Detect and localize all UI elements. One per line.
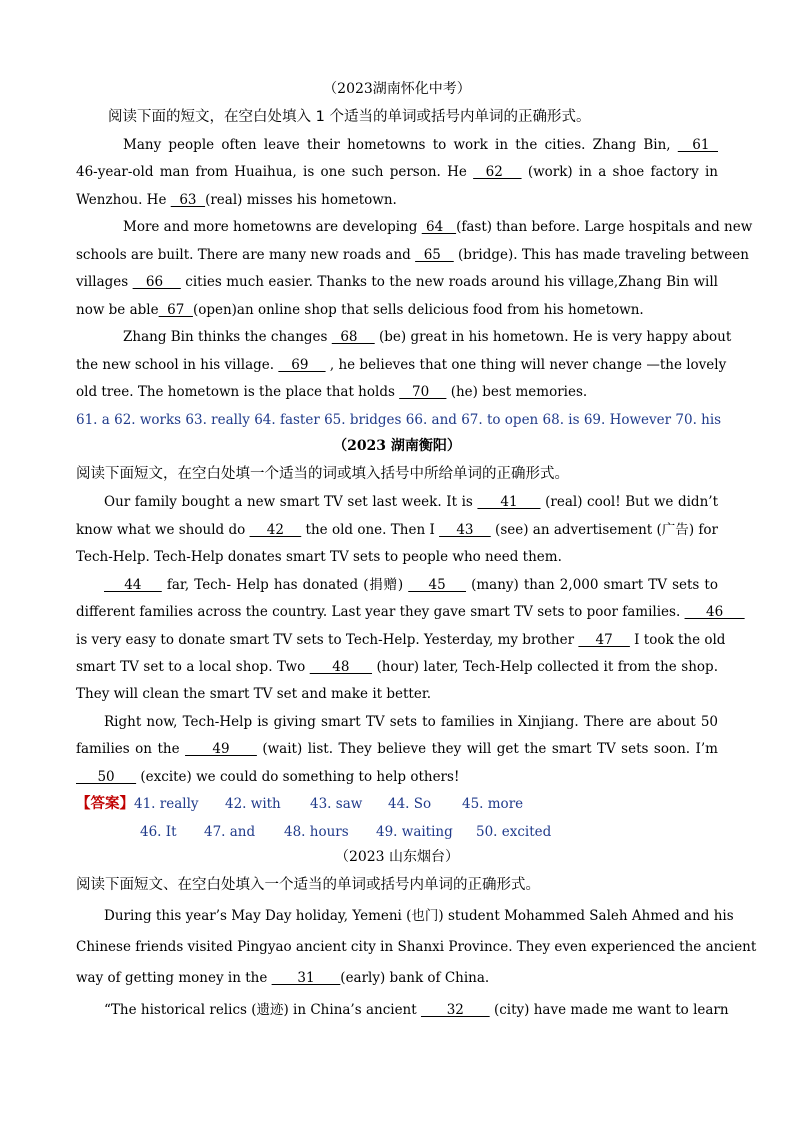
blank-50[interactable]: 50 (76, 769, 137, 785)
answer-key: 61. a 62. works 63. really 64. faster 65. bridges 66. and 67. to open 68. is 69. However 70. his (76, 412, 722, 428)
passage-line: 44 far, Tech- Help has donated (捐赠) 45 (many) than 2,000 smart TV sets to (104, 577, 718, 593)
blank-67[interactable]: 67 (158, 302, 193, 318)
blank-70[interactable]: 70 (399, 384, 447, 400)
passage-line: More and more hometowns are developing 64 (fast) than before. Large hospitals and new (123, 219, 753, 235)
blank-66[interactable]: 66 (132, 274, 181, 290)
section-header: （2023湖南怀化中考） (323, 81, 471, 97)
blank-45[interactable]: 45 (408, 577, 467, 593)
passage-line: During this year’s May Day holiday, Yemeni (也门) student Mohammed Saleh Ahmed and his (104, 908, 734, 924)
blank-68[interactable]: 68 (331, 329, 375, 345)
blank-69[interactable]: 69 (278, 357, 326, 373)
blank-64[interactable]: 64 (421, 219, 457, 235)
passage-line: way of getting money in the 31 (early) bank of China. (76, 970, 490, 986)
passage-line: Right now, Tech-Help is giving smart TV sets to families in Xinjiang. There are about 50 (104, 714, 718, 730)
instruction: 阅读下面的短文，在空白处填入 1 个适当的单词或括号内单词的正确形式。 (108, 109, 591, 125)
passage-line: 50 (excite) we could do something to help others! (76, 769, 460, 785)
blank-61[interactable]: 61 (677, 137, 718, 153)
section-header: （2023 山东烟台） (334, 849, 460, 865)
passage-line: villages 66 cities much easier. Thanks to the new roads around his village,Zhang Bin will (76, 274, 718, 290)
blank-32[interactable]: 32 (420, 1002, 490, 1018)
blank-46[interactable]: 46 (684, 604, 745, 620)
passage-line: 46-year-old man from Huaihua, is one such person. He 62 (work) in a shoe factory in (76, 164, 718, 180)
answer-key: 46. It 47. and 48. hours 49. waiting 50. excited (140, 824, 552, 840)
passage-line: the new school in his village. 69 , he believes that one thing will never change —the lovely (76, 357, 727, 373)
blank-44[interactable]: 44 (104, 577, 162, 593)
passage-line: old tree. The hometown is the place that holds 70 (he) best memories. (76, 384, 588, 400)
answer-key: 【答案】41. really 42. with 43. saw 44. So 45. more (76, 796, 524, 812)
passage-line: “The historical relics (遗迹) in China’s ancient 32 (city) have made me want to learn (104, 1002, 729, 1018)
blank-31[interactable]: 31 (271, 970, 341, 986)
passage-line: Wenzhou. He 63 (real) misses his hometown. (76, 192, 397, 208)
answer-label: 【答案】 (76, 796, 134, 812)
passage-line: Many people often leave their hometowns to work in the cities. Zhang Bin, 61 (123, 137, 718, 153)
blank-41[interactable]: 41 (477, 494, 541, 510)
passage-line: Our family bought a new smart TV set last week. It is 41 (real) cool! But we didn’t (104, 494, 718, 510)
passage-line: is very easy to donate smart TV sets to Tech-Help. Yesterday, my brother 47 I took the old (76, 632, 726, 648)
blank-63[interactable]: 63 (170, 192, 206, 208)
blank-48[interactable]: 48 (309, 659, 373, 675)
instruction: 阅读下面短文、在空白处填入一个适当的单词或括号内单词的正确形式。 (76, 877, 540, 893)
section-header: （2023 湖南衡阳） (333, 438, 461, 454)
blank-42[interactable]: 42 (249, 522, 302, 538)
passage-line: Tech-Help. Tech-Help donates smart TV sets to people who need them. (76, 549, 562, 565)
passage-line: Chinese friends visited Pingyao ancient city in Shanxi Province. They even experienced the ancient (76, 939, 757, 955)
passage-line: They will clean the smart TV set and make it better. (76, 686, 432, 702)
passage-line: smart TV set to a local shop. Two 48 (hour) later, Tech-Help collected it from the shop. (76, 659, 718, 675)
passage-line: schools are built. There are many new roads and 65 (bridge). This has made traveling between (76, 247, 749, 263)
passage-line: now be able 67 (open)an online shop that sells delicious food from his hometown. (76, 302, 644, 318)
blank-62[interactable]: 62 (473, 164, 522, 180)
passage-line: different families across the country. Last year they gave smart TV sets to poor families. 46 (76, 604, 745, 620)
passage-line: Zhang Bin thinks the changes 68 (be) great in his hometown. He is very happy about (123, 329, 732, 345)
blank-65[interactable]: 65 (415, 247, 454, 263)
passage-line: know what we should do 42 the old one. Then I 43 (see) an advertisement (广告) for (76, 522, 718, 538)
blank-49[interactable]: 49 (185, 741, 257, 757)
instruction: 阅读下面短文，在空白处填一个适当的词或填入括号中所给单词的正确形式。 (76, 466, 569, 482)
blank-43[interactable]: 43 (439, 522, 491, 538)
passage-line: families on the 49 (wait) list. They believe they will get the smart TV sets soon. I’m (76, 741, 718, 757)
blank-47[interactable]: 47 (578, 632, 630, 648)
